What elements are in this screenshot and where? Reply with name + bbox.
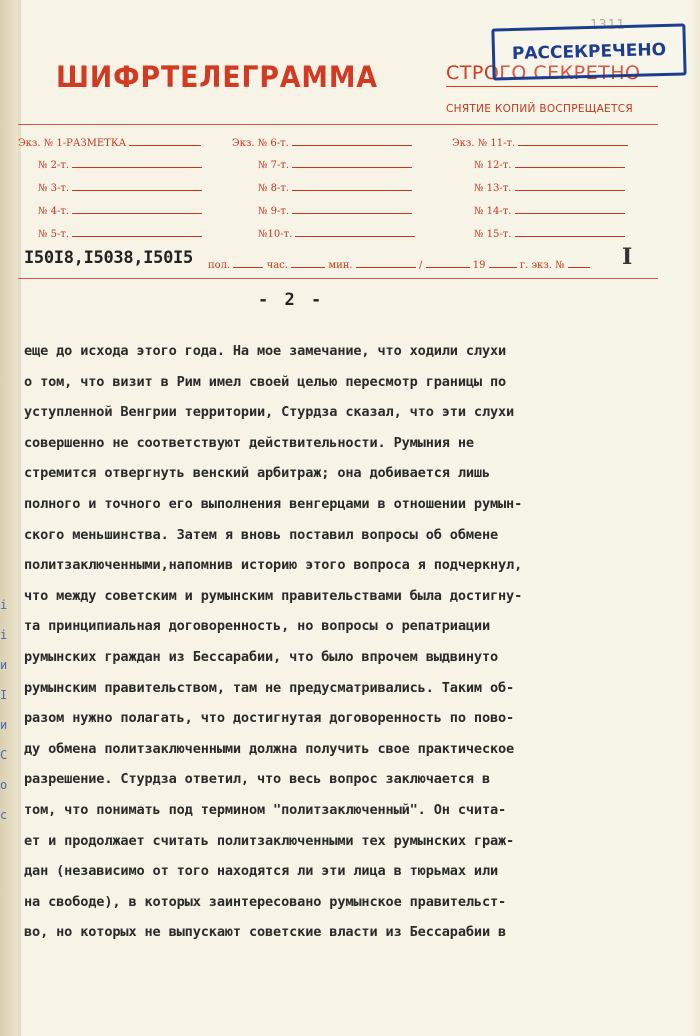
body-line: уступленной Венгрии территории, Стурдза сказал, что эти слухи bbox=[24, 404, 515, 421]
copy-field: № 12-т. bbox=[474, 158, 625, 171]
copy-field: № 7-т. bbox=[258, 158, 412, 171]
hour-label: час. bbox=[266, 260, 288, 271]
body-line: на свободе), в которых заинтересовано румынское правительст- bbox=[24, 893, 507, 910]
body-line: ского меньшинства. Затем я вновь поставил вопросы об обмене bbox=[24, 526, 499, 543]
document-title: ШИФРТЕЛЕГРАММА bbox=[56, 60, 378, 94]
body-line: ду обмена политзаключенными должна получить свое практическое bbox=[24, 740, 515, 757]
margin-mark: и bbox=[0, 718, 8, 732]
copy-field: № 9-т. bbox=[258, 204, 412, 217]
body-line: о том, что визит в Рим имел своей целью пересмотр границы по bbox=[24, 373, 507, 390]
archive-number: 1311 bbox=[590, 18, 626, 33]
reference-numbers: I50I8,I5038,I50I5 bbox=[24, 248, 193, 268]
margin-mark: С bbox=[0, 748, 8, 762]
classification-label: СТРОГО СЕКРЕТНО bbox=[446, 62, 641, 84]
body-line: что между советским и румынским правительствами была достигну- bbox=[24, 587, 523, 604]
binding-strip bbox=[0, 0, 18, 1036]
copy-field: Экз. № 6-т. bbox=[232, 136, 412, 149]
form-bottom-rule bbox=[18, 278, 658, 279]
margin-mark: і bbox=[0, 598, 8, 612]
binding-edge bbox=[18, 0, 21, 1036]
telegram-body bbox=[24, 336, 694, 948]
copy-field: № 2-т. bbox=[38, 158, 202, 171]
copy-field: № 8-т. bbox=[258, 181, 412, 194]
copy-field: № 4-т. bbox=[38, 204, 202, 217]
declassified-stamp: РАССЕКРЕЧЕНО bbox=[491, 23, 686, 80]
body-line: том, что понимать под термином "политзаключенный". Он счита- bbox=[24, 801, 507, 818]
margin-mark: І bbox=[0, 688, 8, 702]
pol-label: пол. bbox=[208, 260, 231, 271]
body-line: политзаключенными,напомнив историю этого вопроса я подчеркнул, bbox=[24, 557, 523, 574]
copy-field: №10-т. bbox=[258, 227, 415, 240]
copy-no-label: г. экз. № bbox=[519, 260, 565, 271]
copy-field: Экз. № 11-т. bbox=[452, 136, 628, 149]
form-top-rule bbox=[18, 124, 658, 125]
body-line: дан (независимо от того находятся ли эти лица в тюрьмах или bbox=[24, 863, 499, 880]
copy-mark: I bbox=[622, 244, 633, 270]
copy-notice: СНЯТИЕ КОПИЙ ВОСПРЕЩАЕТСЯ bbox=[446, 103, 633, 115]
body-line: разом нужно полагать, что достигнутая договоренность по пово- bbox=[24, 710, 515, 727]
margin-mark: і bbox=[0, 628, 8, 642]
copy-field: № 15-т. bbox=[474, 227, 625, 240]
margin-mark: о bbox=[0, 778, 8, 792]
body-line: совершенно не соответствуют действительности. Румыния не bbox=[24, 434, 474, 451]
body-line: та принципиальная договоренность, но вопросы о репатриации bbox=[24, 618, 490, 635]
margin-mark: с bbox=[0, 808, 8, 822]
minute-label: мин. bbox=[328, 260, 353, 271]
page-number: - 2 - bbox=[258, 290, 325, 310]
body-line: ет и продолжает считать политзаключенными тех румынских граж- bbox=[24, 832, 515, 849]
copy-field: № 14-т. bbox=[474, 204, 625, 217]
body-line: стремится отвергнуть венский арбитраж; она добивается лишь bbox=[24, 465, 490, 482]
copy-field: Экз. № 1-РАЗМЕТКА bbox=[18, 136, 201, 149]
year-label: 19 bbox=[472, 260, 486, 271]
copy-field: № 3-т. bbox=[38, 181, 202, 194]
body-line: еще до исхода этого года. На мое замечание, что ходили слухи bbox=[24, 343, 507, 359]
copy-field: № 13-т. bbox=[474, 181, 625, 194]
body-line: румынским правительством, там не предусматривались. Таким об- bbox=[24, 679, 515, 696]
body-line: полного и точного его выполнения венгерцами в отношении румын- bbox=[24, 495, 523, 512]
body-line: разрешение. Стурдза ответил, что весь вопрос заключается в bbox=[24, 771, 490, 788]
dispatch-fields: пол. час. мин. / 19 г. экз. № bbox=[208, 258, 590, 271]
classification-underline bbox=[446, 86, 658, 87]
body-line: румынских граждан из Бессарабии, что было впрочем выдвинуто bbox=[24, 648, 499, 665]
margin-mark: и bbox=[0, 658, 8, 672]
body-line: во, но которых не выпускают советские власти из Бессарабии в bbox=[24, 924, 507, 941]
margin-marks bbox=[0, 590, 14, 830]
copy-field: № 5-т. bbox=[38, 227, 202, 240]
